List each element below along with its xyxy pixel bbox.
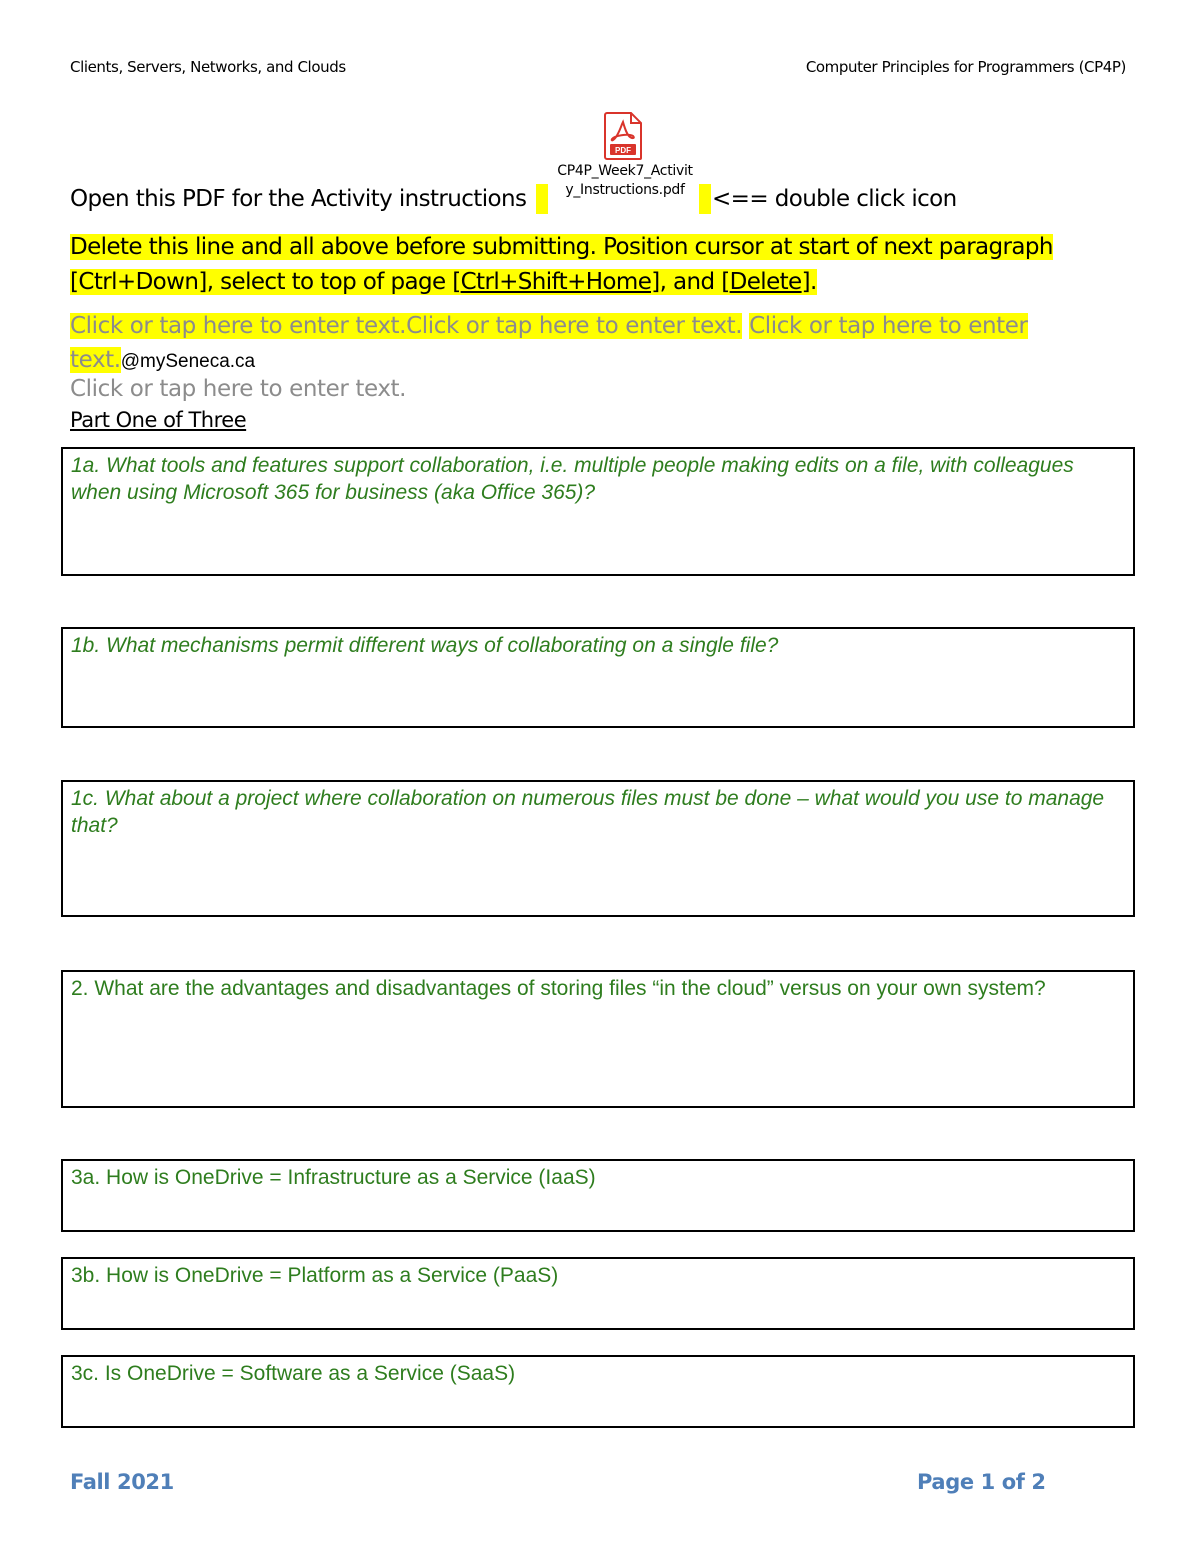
- last-name-field[interactable]: Click or tap here to enter text.: [406, 313, 743, 339]
- question-1c: 1c. What about a project where collaboration on numerous files must be done – what would you use to manage that?: [71, 787, 1105, 837]
- answer-box-3c[interactable]: [61, 1355, 1135, 1428]
- page-header-left: Clients, Servers, Networks, and Clouds: [70, 58, 346, 76]
- answer-box-3b[interactable]: [61, 1257, 1135, 1330]
- student-id-field[interactable]: Click or tap here to enter text.: [70, 376, 407, 402]
- email-user-field[interactable]: Click or tap here to enter text.: [70, 313, 1028, 373]
- question-3a: 3a. How is OneDrive = Infrastructure as a Service (IaaS): [71, 1166, 596, 1189]
- name-fields: [70, 309, 1080, 379]
- highlight-marker-left: [536, 184, 548, 214]
- answer-box-1c[interactable]: [61, 780, 1135, 917]
- delete-instruction-part2: ], and [: [651, 269, 730, 295]
- footer-term: Fall 2021: [70, 1470, 174, 1494]
- answer-box-2[interactable]: [61, 970, 1135, 1108]
- pdf-file-caption[interactable]: [548, 162, 702, 200]
- shortcut-ctrl-shift-home: Ctrl+Shift+Home: [460, 269, 652, 295]
- open-pdf-instruction: Open this PDF for the Activity instructions: [70, 186, 527, 212]
- delete-instruction-part3: ].: [801, 269, 817, 295]
- email-domain: @mySeneca.ca: [120, 351, 256, 372]
- answer-box-3a[interactable]: [61, 1159, 1135, 1232]
- footer-page-number: Page 1 of 2: [917, 1470, 1046, 1494]
- pdf-file-icon[interactable]: [604, 112, 642, 160]
- delete-instruction-part1: Delete this line and all above before submitting. Position cursor at start of next paragraph [Ctrl+Down], select to top of page [: [70, 234, 1053, 295]
- double-click-hint: <== double click icon: [712, 186, 957, 212]
- question-3c: 3c. Is OneDrive = Software as a Service (SaaS): [71, 1362, 516, 1385]
- pdf-icon-label: PDF: [615, 146, 631, 155]
- shortcut-delete: Delete: [729, 269, 802, 295]
- question-1b: 1b. What mechanisms permit different ways of collaborating on a single file?: [71, 634, 779, 657]
- answer-box-1a[interactable]: [61, 447, 1135, 576]
- question-2: 2. What are the advantages and disadvantages of storing files “in the cloud” versus on your own system?: [71, 977, 1046, 1000]
- question-1a: 1a. What tools and features support collaboration, i.e. multiple people making edits on a file, with colleagues when using Microsoft 365 for business (aka Office 365)?: [71, 454, 1074, 504]
- question-3b: 3b. How is OneDrive = Platform as a Service (PaaS): [71, 1264, 559, 1287]
- highlight-marker-right: [699, 184, 711, 214]
- part-title: Part One of Three: [70, 408, 247, 432]
- pdf-caption-line1: CP4P_Week7_Activit: [557, 163, 693, 179]
- pdf-caption-line2: y_Instructions.pdf: [565, 182, 685, 198]
- answer-box-1b[interactable]: [61, 627, 1135, 728]
- first-name-field[interactable]: Click or tap here to enter text.: [70, 313, 407, 339]
- delete-instruction: [70, 230, 1080, 300]
- page-header-right: Computer Principles for Programmers (CP4P): [805, 58, 1126, 76]
